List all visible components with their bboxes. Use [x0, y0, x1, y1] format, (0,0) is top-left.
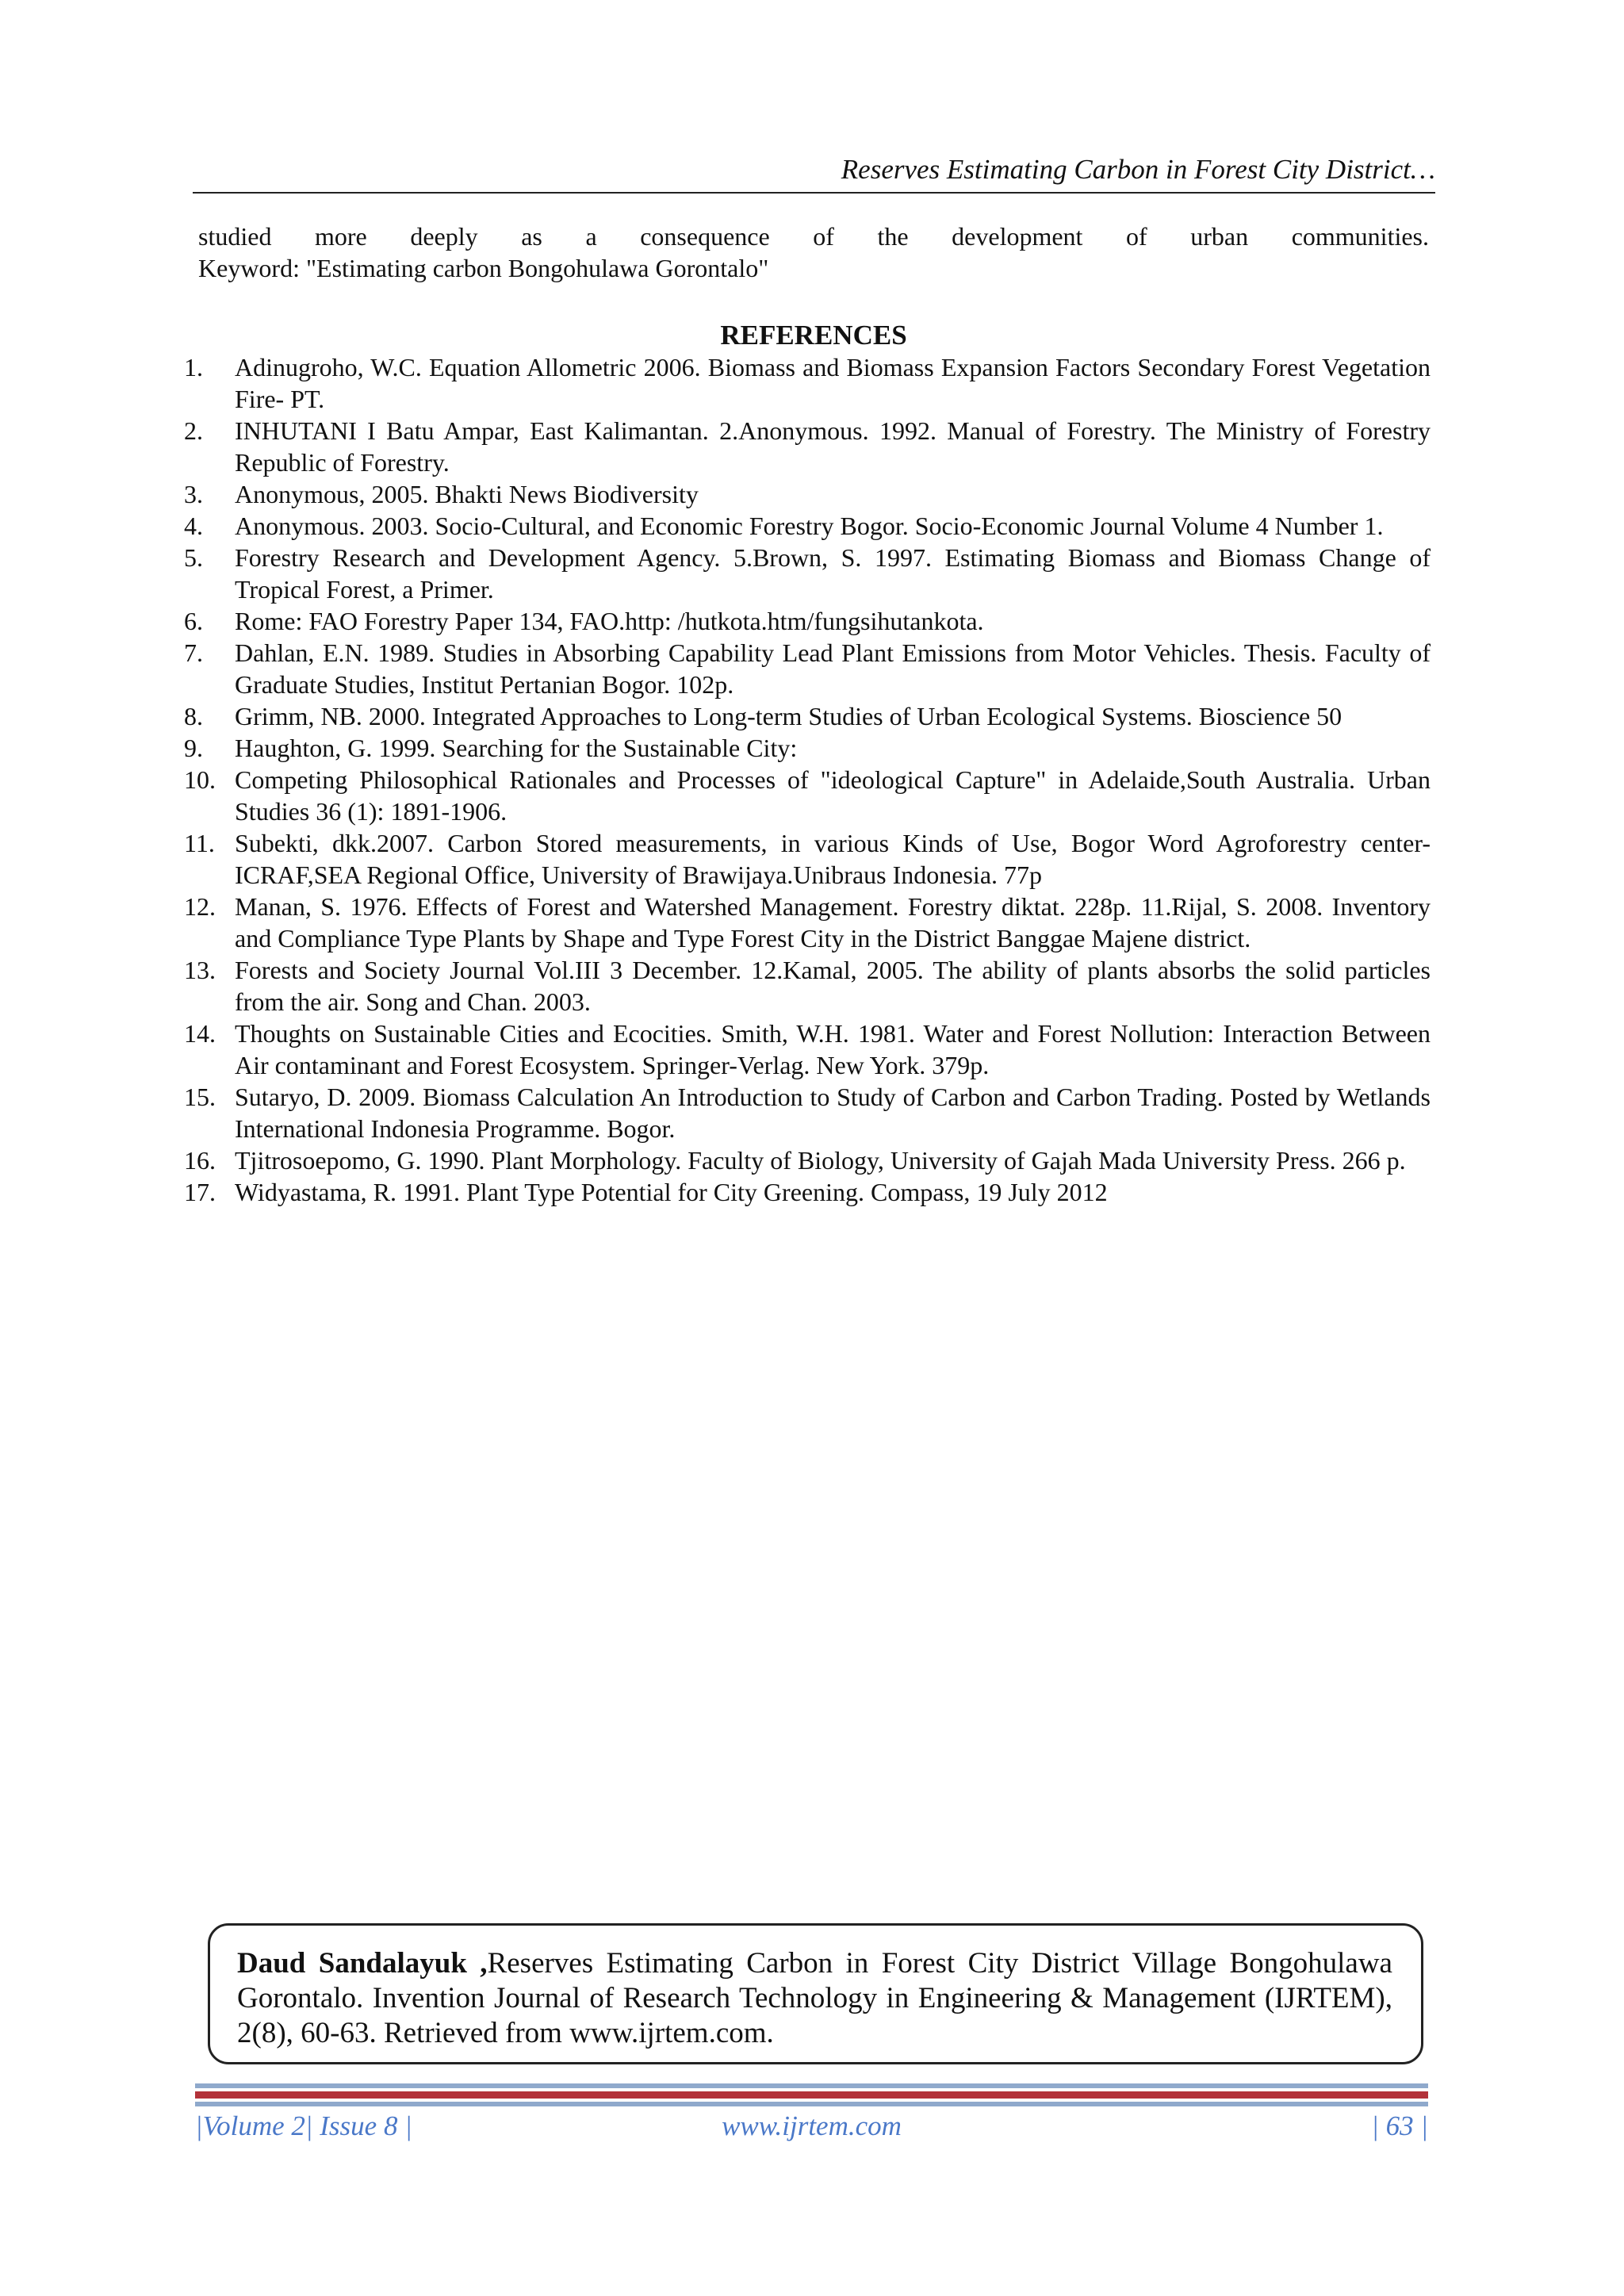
reference-number: 15.	[184, 1083, 216, 1111]
reference-text: INHUTANI I Batu Ampar, East Kalimantan. 2.Anonymous. 1992. Manual of Forestry. The Ministry of Forestry Republic of Forestry.	[235, 416, 1431, 477]
reference-number: 11.	[184, 829, 215, 857]
reference-item	[184, 542, 1431, 605]
reference-item	[184, 510, 1431, 542]
reference-number: 9.	[184, 734, 203, 762]
reference-item	[184, 1018, 1431, 1081]
reference-text: Competing Philosophical Rationales and Processes of "ideological Capture" in Adelaide,South Australia. Urban Studies 36 (1): 1891-1906.	[235, 765, 1431, 826]
footer-website: www.ijrtem.com	[722, 2110, 902, 2141]
reference-text: Thoughts on Sustainable Cities and Ecocities. Smith, W.H. 1981. Water and Forest Nollution: Interaction Between Air contaminant and Forest Ecosystem. Springer-Verlag. New York. 379p.	[235, 1019, 1431, 1079]
reference-text: Sutaryo, D. 2009. Biomass Calculation An Introduction to Study of Carbon and Carbon Trading. Posted by Wetlands International Indonesia Programme. Bogor.	[235, 1083, 1431, 1143]
reference-text: Manan, S. 1976. Effects of Forest and Watershed Management. Forestry diktat. 228p. 11.Rijal, S. 2008. Inventory and Compliance Type Plants by Shape and Type Forest City in the District Banggae Majene district.	[235, 892, 1431, 953]
reference-number: 3.	[184, 480, 203, 508]
reference-text: Forestry Research and Development Agency. 5.Brown, S. 1997. Estimating Biomass and Biomass Change of Tropical Forest, a Primer.	[235, 543, 1431, 604]
reference-item	[184, 700, 1431, 732]
reference-item	[184, 764, 1431, 827]
reference-item	[184, 478, 1431, 510]
reference-text: Anonymous. 2003. Socio-Cultural, and Economic Forestry Bogor. Socio-Economic Journal Volume 4 Number 1.	[235, 512, 1384, 540]
reference-number: 10.	[184, 765, 216, 794]
reference-text: Forests and Society Journal Vol.III 3 December. 12.Kamal, 2005. The ability of plants absorbs the solid particles from the air. Song and Chan. 2003.	[235, 956, 1431, 1016]
reference-number: 8.	[184, 702, 203, 730]
reference-number: 2.	[184, 416, 203, 445]
reference-list	[184, 351, 1431, 1208]
footer-rule-top	[195, 2083, 1428, 2088]
reference-item	[184, 891, 1431, 954]
reference-number: 13.	[184, 956, 216, 984]
reference-text: Haughton, G. 1999. Searching for the Sustainable City:	[235, 734, 798, 762]
reference-item	[184, 637, 1431, 700]
reference-text: Anonymous, 2005. Bhakti News Biodiversity	[235, 480, 699, 508]
running-header: Reserves Estimating Carbon in Forest City District…	[193, 151, 1435, 194]
reference-number: 5.	[184, 543, 203, 572]
reference-text: Subekti, dkk.2007. Carbon Stored measurements, in various Kinds of Use, Bogor Word Agroforestry center-ICRAF,SEA Regional Office, University of Brawijaya.Unibraus Indonesia. 77p	[235, 829, 1431, 889]
reference-number: 7.	[184, 638, 203, 667]
reference-text: Adinugroho, W.C. Equation Allometric 2006. Biomass and Biomass Expansion Factors Secondary Forest Vegetation Fire- PT.	[235, 353, 1431, 413]
reference-number: 6.	[184, 607, 203, 635]
reference-item	[184, 827, 1431, 891]
reference-text: Widyastama, R. 1991. Plant Type Potential for City Greening. Compass, 19 July 2012	[235, 1178, 1108, 1206]
citation-text: Reserves Estimating Carbon in Forest City District Village Bongohulawa Gorontalo. Invention Journal of Research Technology in Engineering & Management (IJRTEM), 2(8), 60-63. Retrieved from www.ijrtem.com.	[237, 1947, 1392, 2049]
reference-item	[184, 732, 1431, 764]
references-heading: REFERENCES	[720, 320, 907, 351]
footer-volume-issue: |Volume 2| Issue 8 |	[195, 2110, 412, 2141]
reference-item	[184, 605, 1431, 637]
footer-page-number: | 63 |	[1371, 2110, 1428, 2141]
reference-item	[184, 954, 1431, 1018]
reference-item	[184, 351, 1431, 415]
reference-number: 12.	[184, 892, 216, 921]
reference-text: Rome: FAO Forestry Paper 134, FAO.http: /hutkota.htm/fungsihutankota.	[235, 607, 984, 635]
reference-item	[184, 415, 1431, 478]
reference-number: 4.	[184, 512, 203, 540]
reference-number: 14.	[184, 1019, 216, 1048]
reference-number: 1.	[184, 353, 203, 381]
keywords-line: Keyword: "Estimating carbon Bongohulawa Gorontalo"	[198, 254, 769, 282]
reference-number: 17.	[184, 1178, 216, 1206]
abstract-continuation	[198, 220, 1429, 284]
footer-rule-middle	[195, 2091, 1428, 2099]
citation-author: Daud Sandalayuk ,	[237, 1947, 488, 1980]
reference-item	[184, 1176, 1431, 1208]
reference-text: Dahlan, E.N. 1989. Studies in Absorbing Capability Lead Plant Emissions from Motor Vehicles. Thesis. Faculty of Graduate Studies, Institut Pertanian Bogor. 102p.	[235, 638, 1431, 699]
reference-text: Grimm, NB. 2000. Integrated Approaches to Long-term Studies of Urban Ecological Systems. Bioscience 50	[235, 702, 1342, 730]
reference-text: Tjitrosoepomo, G. 1990. Plant Morphology. Faculty of Biology, University of Gajah Mada University Press. 266 p.	[235, 1146, 1406, 1175]
reference-item	[184, 1144, 1431, 1176]
page-footer	[195, 2106, 1428, 2146]
reference-item	[184, 1081, 1431, 1144]
reference-number: 16.	[184, 1146, 216, 1175]
citation-box	[208, 1923, 1423, 2064]
abstract-last-line: studied more deeply as a consequence of the development of urban communities.	[198, 222, 1429, 251]
